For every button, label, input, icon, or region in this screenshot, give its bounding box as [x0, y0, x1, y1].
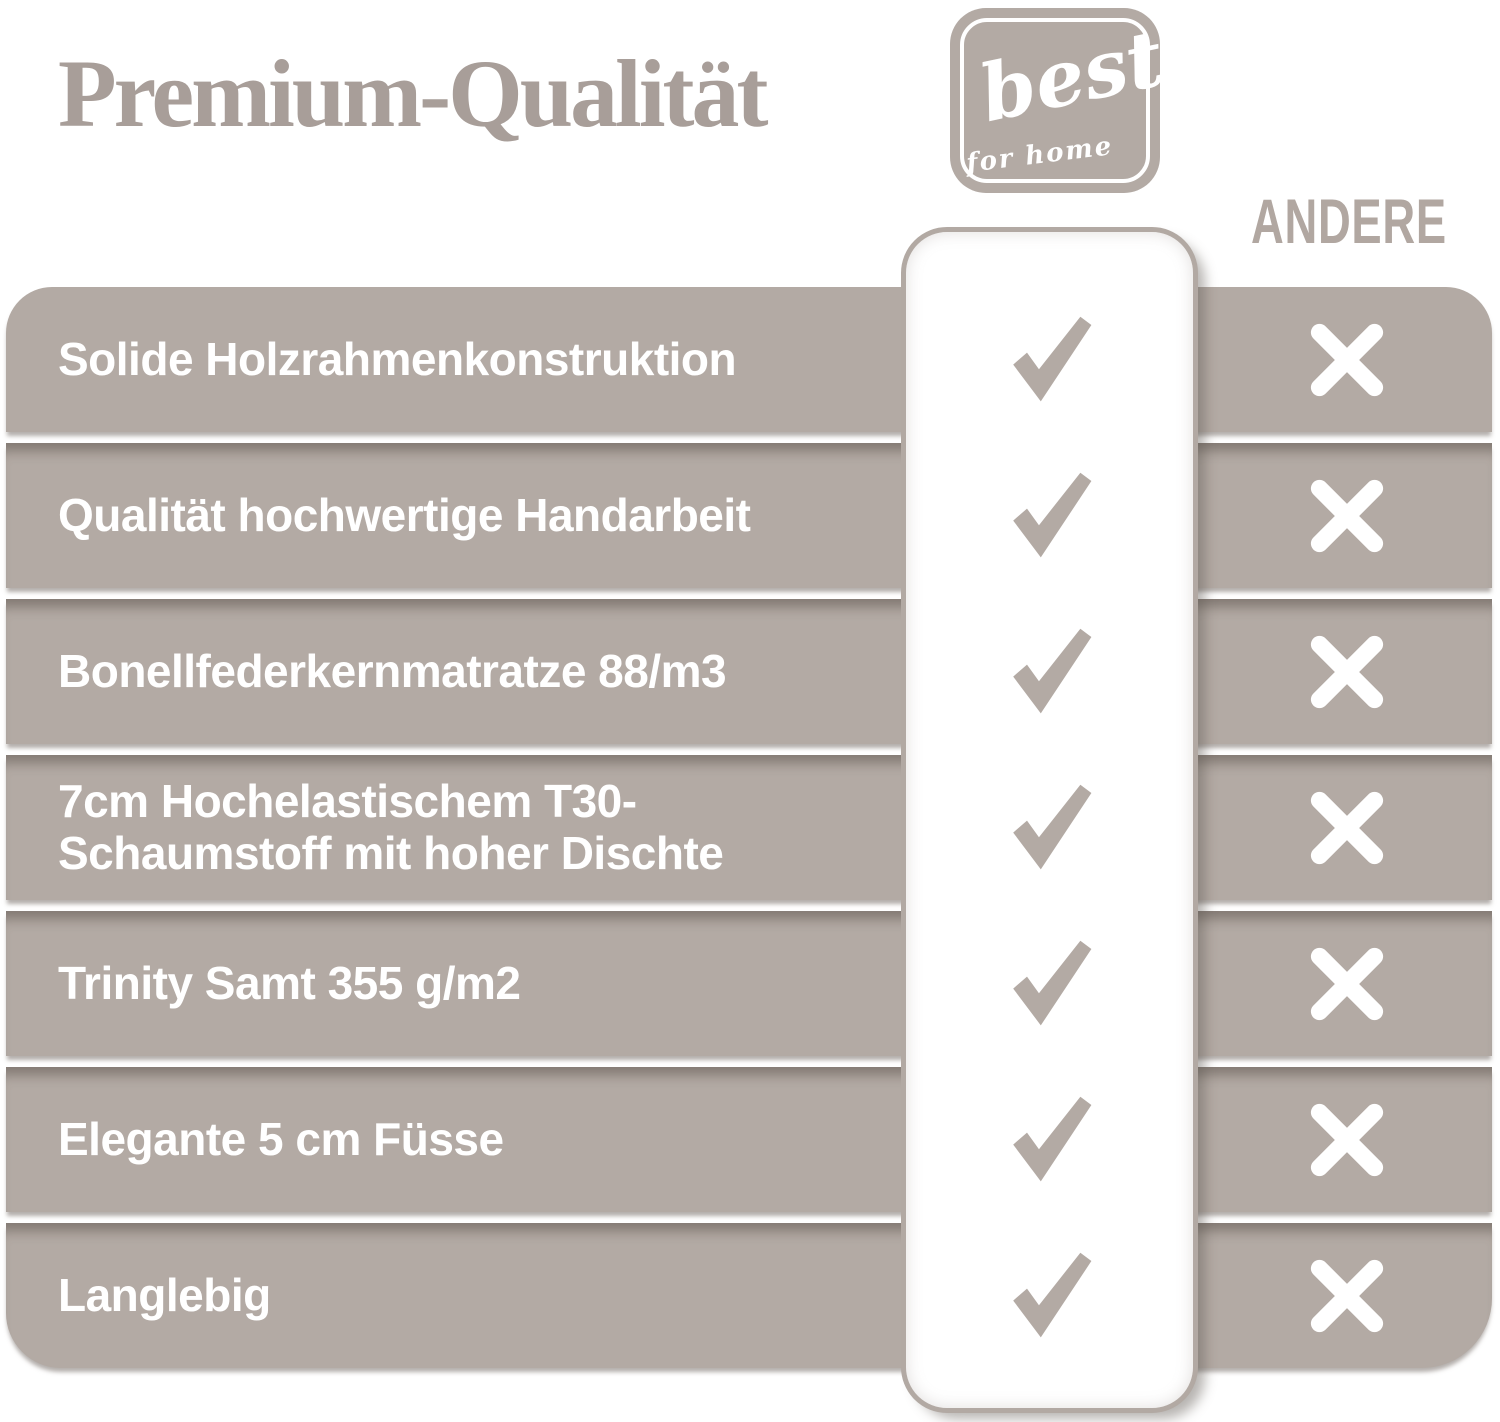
- check-icon: [1004, 314, 1096, 406]
- check-icon: [1004, 626, 1096, 718]
- feature-row: [6, 911, 1492, 1056]
- feature-label: 7cm Hochelastischem T30- Schaumstoff mit hoher Dischte: [58, 774, 724, 879]
- feature-label: Trinity Samt 355 g/m2: [58, 956, 521, 1009]
- column-header-andere: ANDERE: [1251, 187, 1447, 257]
- logo-tagline: for home: [964, 131, 1115, 179]
- feature-label: Solide Holzrahmenkonstruktion: [58, 332, 737, 385]
- cross-icon: [1304, 629, 1390, 715]
- feature-row: [6, 755, 1492, 900]
- cross-icon: [1304, 317, 1390, 403]
- check-icon: [1004, 1250, 1096, 1342]
- cross-icon: [1304, 785, 1390, 871]
- logo-brand-text: best: [972, 12, 1172, 141]
- check-icon: [1004, 1094, 1096, 1186]
- check-icon: [1004, 470, 1096, 562]
- feature-row: [6, 287, 1492, 432]
- feature-row: [6, 1067, 1492, 1212]
- cross-icon: [1304, 473, 1390, 559]
- feature-label: Langlebig: [58, 1268, 271, 1321]
- feature-label: Elegante 5 cm Füsse: [58, 1112, 504, 1165]
- best-for-home-logo: [950, 8, 1172, 193]
- feature-row: [6, 599, 1492, 744]
- best-column-panel: [901, 227, 1198, 1413]
- check-icon: [1004, 938, 1096, 1030]
- check-column-marks: [906, 232, 1193, 1408]
- feature-row: [6, 1223, 1492, 1368]
- feature-row: [6, 443, 1492, 588]
- feature-label: Qualität hochwertige Handarbeit: [58, 488, 751, 541]
- cross-icon: [1304, 941, 1390, 1027]
- cross-icon: [1304, 1097, 1390, 1183]
- page-title: Premium-Qualität: [58, 40, 766, 147]
- cross-icon: [1304, 1253, 1390, 1339]
- feature-label: Bonellfederkernmatratze 88/m3: [58, 644, 727, 697]
- check-icon: [1004, 782, 1096, 874]
